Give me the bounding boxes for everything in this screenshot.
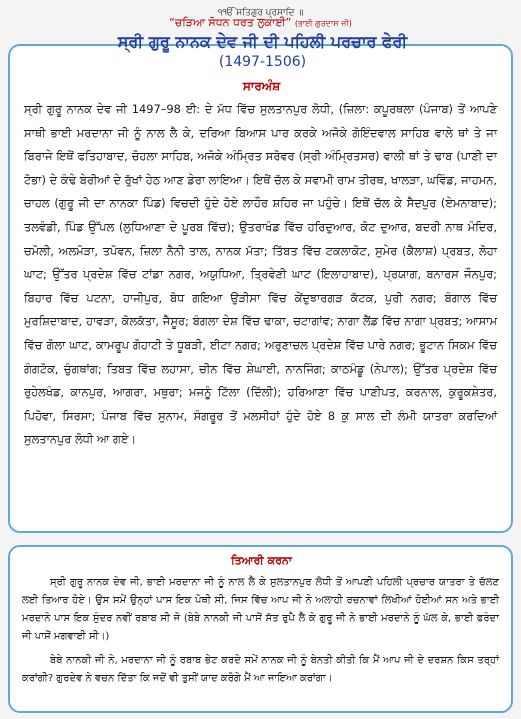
preparation-paragraph: ਬੇਬੇ ਨਾਨਕੀ ਜੀ ਨੇ, ਮਰਦਾਨਾ ਜੀ ਨੂੰ ਰਬਾਬ ਭੇਟ ਕਰਦੇ ਸਮੇਂ ਨਾਨਕ ਜੀ ਨੂੰ ਬੇਨਤੀ ਕੀਤੀ ਕਿ ਮੈਂ ਆਪ ਜੀ ਦੇ ਦਰਸ਼ਨ ਕਿਸ ਤਰ੍ਹਾਂ ਕਰਾਂਗੀ? ਗੁਰਦੇਵ ਨੇ ਵਚਨ ਦਿੱਤਾ ਕਿ ਜਦੋਂ ਵੀ ਤੁਸੀਂ ਯਾਦ ਕਰੋਗੇ ਮੈਂ ਆ ਜਾਇਆ ਕਰਾਂਗਾ। <box>22 655 499 684</box>
summary-text: ਸ੍ਰੀ ਗੁਰੂ ਨਾਨਕ ਦੇਵ ਜੀ 1497–98 ਈ: ਦੇ ਮੱਧ ਵਿੱਚ ਸੁਲਤਾਨਪੁਰ ਲੋਧੀ, (ਜ਼ਿਲਾ: ਕਪੂਰਥਲਾ (ਪੰਜਾਬ) ਤੋਂ ਆਪਣੇ ਸਾਥੀ ਭਾਈ ਮਰਦਾਨਾ ਜੀ ਨੂੰ ਨਾਲ ਲੈ ਕੇ, ਦਰਿਆ ਬਿਆਸ ਪਾਰ ਕਰਕੇ ਅਜੋਕੇ ਗੋਇੰਦਵਾਲ ਸਾਹਿਬ ਵਾਲੇ ਥਾਂ ਤੇ ਜਾ ਬਿਰਾਜੇ ਇਥੋਂ ਫਤਿਹਾਬਾਦ, ਚੋਹਲਾ ਸਾਹਿਬ, ਅਜੋਕੇ ਅੰਮ੍ਰਿਤ ਸਰੋਵਰ (ਸ੍ਰੀ ਅੰਮ੍ਰਿਤਸਰ) ਵਾਲੀ ਥਾਂ ਤੇ ਢਾਬ (ਪਾਣੀ ਦਾ ਟੋਭਾ) ਦੇ ਕੰਢੇ ਬੇਰੀਆਂ ਦੇ ਰੁੱਖਾਂ ਹੇਠ ਆਣ ਡੇਰਾ ਲਾਇਆ। ਇਥੋਂ ਚੱਲ ਕੇ ਸਵਾਮੀ ਰਾਮ ਤੀਰਥ, ਖਾਲੜਾ, ਘਵਿੰਡ, ਜਾਹਮਨ, ਚਾਹਲ (ਗੁਰੂ ਜੀ ਦਾ ਨਾਨਕਾ ਪਿੰਡ) ਵਿਚਦੀ ਹੁੰਦੇ ਹੋਏ ਲਾਹੌਰ ਸ਼ਹਿਰ ਜਾ ਪਹੁੰਚੇ। ਇਥੋਂ ਚੱਲ ਕੇ ਸੈਦਪੁਰ (ਏਮਨਾਬਾਦ); ਤਲਵੰਡੀ, ਪਿੰਡ ਉੱਪਲ (ਲੁਧਿਆਣਾ ਦੇ ਪੂਰਬ ਵਿੱਚ); ਉਤਰਾਖੰਡ ਵਿੱਚ ਹਰਿਦੁਆਰ, ਕੋਟ ਦੁਆਰ, ਬਦਰੀ ਨਾਥ ਮੰਦਿਰ, ਚਮੋਲੀ, ਅਲਮੋੜਾ, ਤਪੋਵਨ, ਜ਼ਿਲਾ ਨੈਨੀ ਤਾਲ, ਨਾਨਕ ਮੱਤਾ; ਤਿੱਬਤ ਵਿੱਚ ਟਕਲਾਕੋਟ, ਸੁਮੇਰ (ਕੈਲਾਸ਼) ਪ੍ਰਬਤ, ਲੋਹਾ ਘਾਟ; ਉੱਤਰ ਪ੍ਰਦੇਸ਼ ਵਿੱਚ ਟਾਂਡਾ ਨਗਰ, ਅਯੁਧਿਆ, ਤ੍ਰਿਵੇਣੀ ਘਾਟ (ਇਲਾਹਾਬਾਦ), ਪ੍ਰਯਾਗ, ਬਨਾਰਸ ਜੌਨਪੁਰ; ਬਿਹਾਰ ਵਿੱਚ ਪਟਨਾ, ਹਾਜੀਪੁਰ, ਬੋਧ ਗਇਆ ਉੜੀਸਾ ਵਿੱਚ ਕੇਂਦੁਝਾਰਗੜ ਕੱਟਕ, ਪੁਰੀ ਨਗਰ; ਬੰਗਾਲ ਵਿੱਚ ਮੁਰਸ਼ਿਦਾਬਾਦ, ਹਾਵੜਾ, ਕੋਲਕੱਤਾ, ਜੈਸੂਰ; ਬੰਗਲਾ ਦੇਸ਼ ਵਿੱਚ ਢਾਕਾ, ਚਟਾਗਾਂਵ; ਨਾਗਾ ਲੈਂਡ ਵਿੱਚ ਨਾਗਾ ਪ੍ਰਬਤ; ਆਸਾਮ ਵਿੱਚ ਗੋਲਾ ਘਾਟ, ਕਾਮਰੂਪ ਗੋਹਾਟੀ ਤੇ ਧੂਬੜੀ, ਈਟਾ ਨਗਰ; ਅਰੁਣਾਚਲ ਪ੍ਰਦੇਸ਼ ਵਿੱਚ ਪਾਰੇ ਨਗਰ; ਭੂਟਾਨ ਸਿਕਮ ਵਿੱਚ ਗੰਗਟੋਕ, ਚੁੰਗਥਾਂਗ; ਤਿਬਤ ਵਿੱਚ ਲਹਾਸਾ, ਚੀਨ ਵਿੱਚ ਸ਼ੇਘਾਈ, ਨਾਨਜਿੰਗ; ਕਾਠਮੰਡੂ (ਨੇਪਾਲ); ਉੱਤਰ ਪ੍ਰਦੇਸ਼ ਵਿੱਚ ਰੁਹੇਲਖੰਡ, ਕਾਨਪੁਰ, ਆਗਰਾ, ਮਥੁਰਾ; ਮਜਨੂੰ ਟਿੱਲਾ (ਦਿੱਲੀ); ਹਰਿਆਣਾ ਵਿੱਚ ਪਾਣੀਪਤ, ਕਰਨਾਲ, ਕੁਰੂਕਸ਼ੇਤਰ, ਪਿਹੋਵਾ, ਸਿਰਸਾ; ਪੰਜਾਬ ਵਿੱਚ ਸੁਨਾਮ, ਸੰਗਰੂਰ ਤੋਂ ਮਲਸੀਹਾਂ ਹੁੰਦੇ ਹੋਏ 8 ਕੁ ਸਾਲ ਦੀ ਲੰਮੀ ਯਾਤਰਾ ਕਰਦਿਆਂ ਸੁਲਤਾਨਪੁਰ ਲੋਧੀ ਆ ਗਏ। <box>24 102 497 447</box>
years-subtitle: (1497-1506) <box>218 54 307 70</box>
quote-source: (ਭਾਈ ਗੁਰਦਾਸ ਜੀ) <box>294 19 352 28</box>
preparation-panel <box>8 545 513 713</box>
page-title: ਸ੍ਰੀ ਗੁਰੂ ਨਾਨਕ ਦੇਵ ਜੀ ਦੀ ਪਹਿਲੀ ਪਰਚਾਰ ਫੇਰੀ <box>117 32 408 51</box>
preparation-heading: ਤਿਆਰੀ ਕਰਨਾ <box>231 554 292 567</box>
summary-heading: ਸਾਰਅੰਸ਼ <box>242 79 281 93</box>
preparation-paragraph: ਸ੍ਰੀ ਗੁਰੂ ਨਾਨਕ ਦੇਵ ਜੀ, ਭਾਈ ਮਰਦਾਨਾ ਜੀ ਨੂੰ ਨਾਲ ਲੈ ਕੇ ਸੁਲਤਾਨਪੁਰ ਲੋਧੀ ਤੋਂ ਆਪਣੀ ਪਹਿਲੀ ਪ੍ਰਚਾਰ ਯਾਤਰਾ ਤੇ ਚੱਲਣ ਲਈ ਤਿਆਰ ਹੋਏ। ਉਸ ਸਮੇਂ ਉਨ੍ਹਾਂ ਪਾਸ ਇਕ ਪੋਥੀ ਸੀ, ਜਿਸ ਵਿੱਚ ਆਪ ਜੀ ਨੇ ਅਲਾਹੀ ਰਚਨਾਵਾਂ ਲਿਖੀਆਂ ਹੋਈਆਂ ਸਨ ਅਤੇ ਭਾਈ ਮਰਦਾਨੇ ਪਾਸ ਇਕ ਸੁੰਦਰ ਨਵੀਂ ਰਬਾਬ ਸੀ ਜੋ (ਬੇਬੇ ਨਾਨਕੀ ਜੀ ਪਾਸੋਂ ਸੱਤ ਰੁਪੈ ਲੈ ਕੇ ਗੁਰੂ ਜੀ ਨੇ ਭਾਈ ਮਰਦਾਨੇ ਨੂੰ ਘੱਲ ਕੇ, ਭਾਈ ਫਰੰਦਾ ਜੀ ਪਾਸੋਂ ਮਗਵਾਈ ਸੀ।) <box>22 577 499 642</box>
quote-text: “ਚੜਿਆ ਸੋਧਨ ਧਰਤ ਲੁਕਾਈ” <box>169 16 292 29</box>
preparation-text <box>22 574 499 688</box>
quote-line <box>0 16 521 30</box>
summary-panel <box>8 32 513 533</box>
invocation-header: ੧ੴ ਸਤਿਗੁਰ ਪ੍ਰਸਾਦਿ ॥ <box>217 8 304 18</box>
